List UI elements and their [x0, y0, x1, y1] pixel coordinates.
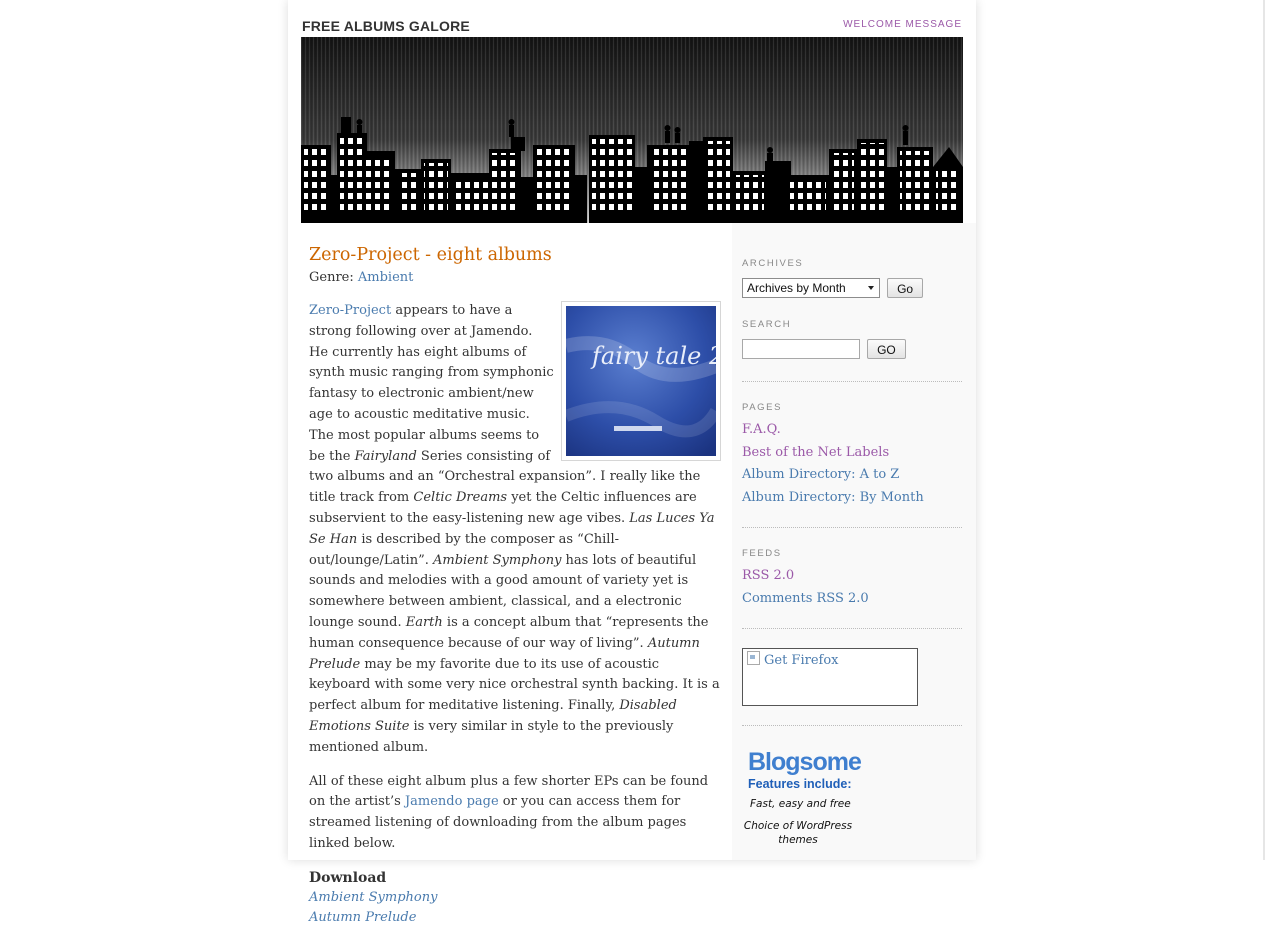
feeds-heading: FEEDS — [742, 548, 782, 559]
pages-heading: PAGES — [742, 402, 783, 413]
jamendo-page-link[interactable]: Jamendo page — [404, 794, 499, 810]
blogsome-widget[interactable] — [742, 749, 862, 847]
text: is described by the composer as “Chill-out/lounge/Latin”. — [309, 531, 620, 568]
text: appears to have a strong following over at Jamendo. He currently has eight albums of synth music ranging from symphonic fantasy to electronic ambient/new age to acoustic meditative music. The most popular albums seems to be the — [309, 303, 554, 464]
blogsome-feature-item: Choice of WordPress themes — [743, 820, 853, 846]
list-item — [742, 487, 962, 510]
pages-list — [742, 419, 962, 510]
download-link-ambient-symphony[interactable]: Ambient Symphony — [309, 889, 438, 905]
list-item — [742, 588, 962, 611]
album-name: Fairyland — [354, 448, 417, 464]
search-go-button[interactable]: GO — [867, 339, 906, 359]
pages-widget — [742, 402, 962, 510]
main-content — [309, 244, 721, 928]
text: is a concept album that “represents the human consequence because of our way of living”. — [309, 614, 709, 651]
get-firefox-box[interactable] — [742, 648, 918, 706]
list-item — [742, 464, 962, 487]
firefox-widget — [742, 648, 962, 706]
list-item — [742, 565, 962, 588]
blogsome-features-heading: Features include: — [748, 777, 852, 791]
post-paragraph-2 — [309, 772, 721, 855]
divider — [742, 381, 962, 382]
blogsome-feature-item: Fast, easy and free — [750, 798, 851, 810]
broken-image-icon — [747, 651, 760, 665]
page-link-best-net-labels[interactable]: Best of the Net Labels — [742, 444, 890, 460]
list-item — [742, 419, 962, 442]
post-genre — [309, 267, 721, 288]
text: is very similar in style to the previously mentioned album. — [309, 718, 674, 755]
archives-select-value: Archives by Month — [747, 281, 846, 295]
album-name: Celtic Dreams — [413, 490, 508, 506]
chevron-down-icon — [868, 286, 874, 290]
list-item — [742, 442, 962, 465]
site-title[interactable]: FREE ALBUMS GALORE — [302, 18, 470, 34]
genre-label: Genre: — [309, 270, 354, 285]
feeds-list — [742, 565, 962, 610]
page-link-directory-by-month[interactable]: Album Directory: By Month — [742, 490, 924, 506]
page-link-faq[interactable]: F.A.Q. — [742, 422, 781, 437]
archives-go-button[interactable]: Go — [887, 278, 923, 298]
header-banner — [301, 37, 963, 223]
text: has lots of beautiful sounds and melodies with a good amount of variety yet is somewhere between ambient, classical, and a electronic lounge sound. — [309, 552, 697, 630]
post-body — [309, 301, 721, 855]
search-widget — [742, 319, 962, 359]
welcome-message-link[interactable]: WELCOME MESSAGE — [843, 19, 962, 30]
archives-heading: ARCHIVES — [742, 258, 804, 269]
download-item — [309, 888, 721, 908]
post-title[interactable]: Zero-Project - eight albums — [309, 245, 552, 265]
album-name: Autumn Prelude — [309, 635, 700, 672]
page-link-directory-a-z[interactable]: Album Directory: A to Z — [742, 467, 900, 483]
album-cover-image[interactable] — [561, 301, 721, 461]
genre-link[interactable]: Ambient — [357, 270, 414, 285]
download-list — [309, 888, 721, 928]
album-name: Earth — [405, 614, 443, 630]
text: All of these eight album plus a few shorter EPs can be found on the artist’s — [309, 773, 709, 810]
text: yet the Celtic influences are subservient to the easy-listening new age vibes. — [309, 490, 697, 526]
feeds-widget — [742, 548, 962, 610]
text: Series consisting of two albums and an “Orchestral expansion”. I really like the title track from — [309, 448, 701, 506]
album-cover-art — [566, 306, 716, 456]
page-container — [288, 0, 976, 925]
album-name: Las Luces Ya Se Han — [309, 510, 715, 547]
text: or you can access them for streamed listening of downloading from the album pages linked below. — [309, 794, 687, 851]
sidebar — [732, 223, 976, 860]
get-firefox-link[interactable]: Get Firefox — [764, 653, 839, 668]
archives-select[interactable] — [742, 278, 880, 298]
text: may be my favorite due to its use of acoustic keyboard with some very nice orchestral synth backing. It is a perfect album for meditative listening. Finally, — [309, 656, 720, 714]
download-item — [309, 908, 721, 928]
download-heading: Download — [309, 869, 387, 886]
zero-project-link[interactable]: Zero-Project — [309, 303, 392, 318]
search-input[interactable] — [742, 339, 860, 359]
search-heading: SEARCH — [742, 319, 792, 330]
cover-title-text: fairy tale 2 — [592, 342, 716, 370]
download-link-autumn-prelude[interactable]: Autumn Prelude — [309, 909, 417, 925]
city-skyline-illustration — [301, 37, 963, 223]
comments-rss-link[interactable]: Comments RSS 2.0 — [742, 590, 869, 606]
blogsome-logo[interactable]: Blogsome — [748, 748, 861, 776]
divider — [742, 527, 962, 528]
archives-widget — [742, 258, 962, 298]
rss-feed-link[interactable]: RSS 2.0 — [742, 568, 795, 583]
divider — [742, 725, 962, 726]
divider — [742, 628, 962, 629]
album-name: Disabled Emotions Suite — [309, 698, 677, 734]
album-name: Ambient Symphony — [432, 552, 562, 568]
